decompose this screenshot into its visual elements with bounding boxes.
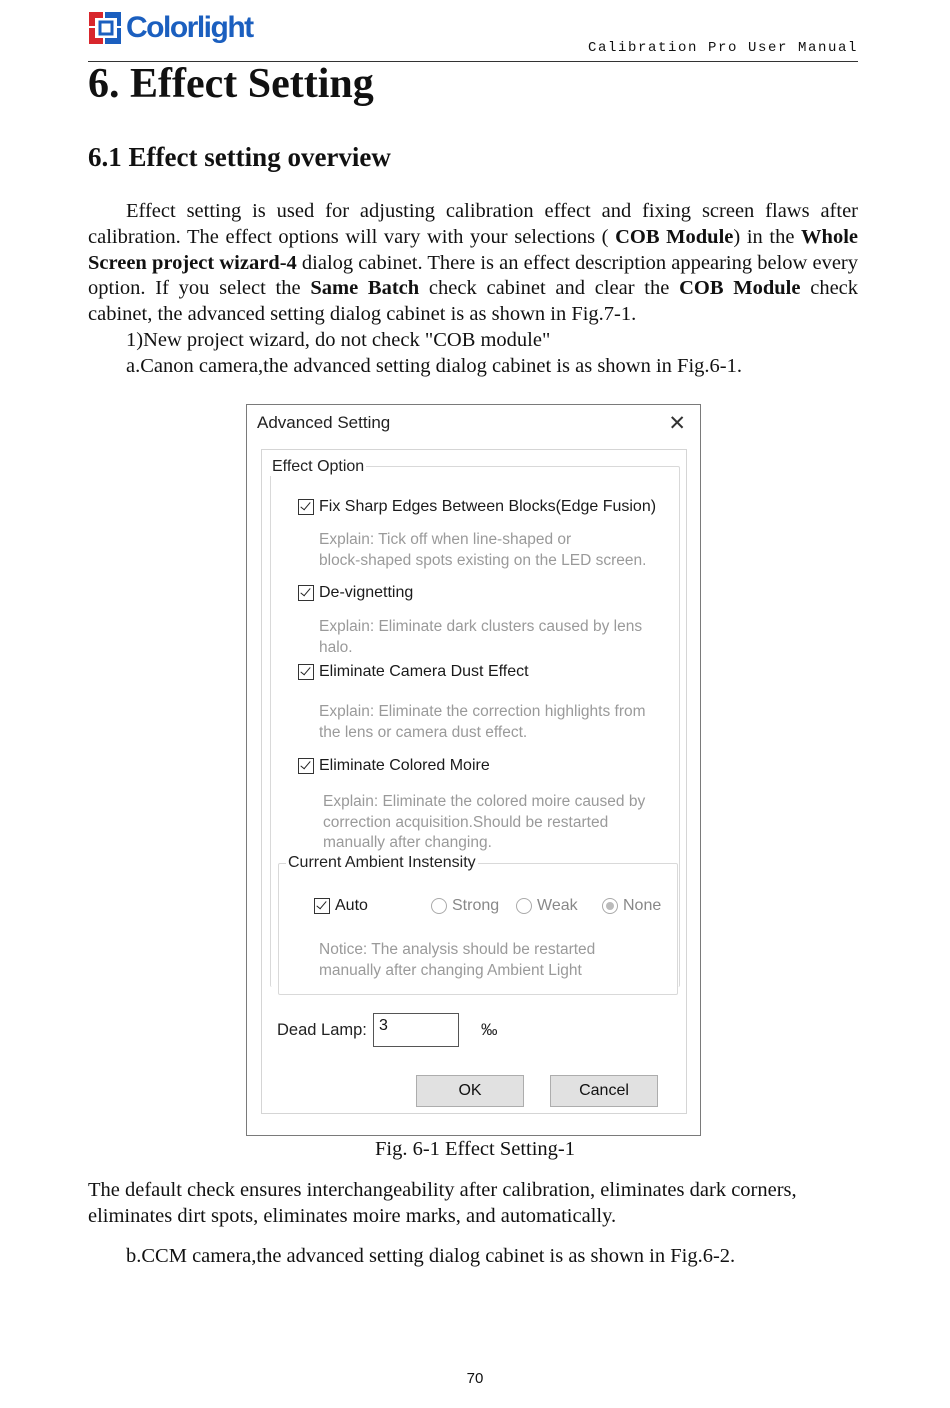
checkbox-checked-icon[interactable]: [298, 758, 314, 774]
checkbox-checked-icon[interactable]: [298, 664, 314, 680]
after-paragraph: The default check ensures interchangeability after calibration, eliminates dark corners, eliminates dirt spots, eliminates moire marks, and automatically.: [88, 1179, 797, 1227]
radio-selected-icon[interactable]: [602, 898, 618, 914]
page-number: 70: [466, 1370, 484, 1387]
checkbox-checked-icon[interactable]: [314, 898, 330, 914]
step-1: 1)New project wizard, do not check "COB module": [126, 328, 551, 351]
explain-colored-moire: Explain: Eliminate the colored moire caused by correction acquisition.Should be restarted manually after changing.: [323, 793, 646, 851]
colorlight-logo: [88, 8, 253, 48]
intro-paragraph: Effect setting is used for adjusting calibration effect and fixing screen flaws after calibration. The effect options will vary with your selections ( COB Module) in the Whole Screen project wizard-4 dialog cabinet. There is an effect description appearing below every option. If you select the Same Batch check cabinet and clear the COB Module check cabinet, the advanced setting dialog cabinet is as shown in Fig.7-1.: [88, 200, 859, 326]
option-colored-moire[interactable]: Eliminate Colored Moire: [298, 757, 490, 775]
ambient-notice: Notice: The analysis should be restarted manually after changing Ambient Light: [319, 941, 596, 979]
option-edge-fusion[interactable]: Fix Sharp Edges Between Blocks(Edge Fusion): [298, 498, 656, 516]
dialog-title: Advanced Setting: [257, 413, 391, 432]
explain-edge-fusion: Explain: Tick off when line-shaped or block-shaped spots existing on the LED screen.: [319, 531, 647, 569]
chapter-title: 6. Effect Setting: [88, 61, 374, 107]
advanced-setting-dialog: [246, 404, 701, 1136]
step-a: a.Canon camera,the advanced setting dialog cabinet is as shown in Fig.6-1.: [126, 354, 742, 377]
dead-lamp-unit: ‰: [481, 1021, 498, 1039]
option-devignetting[interactable]: De-vignetting: [298, 584, 413, 602]
ambient-strong[interactable]: Strong: [431, 897, 499, 915]
ok-button[interactable]: OK: [416, 1075, 524, 1107]
checkbox-checked-icon[interactable]: [298, 499, 314, 515]
option-camera-dust[interactable]: Eliminate Camera Dust Effect: [298, 663, 529, 681]
ambient-none[interactable]: None: [602, 897, 661, 915]
radio-icon[interactable]: [431, 898, 447, 914]
close-icon[interactable]: ✕: [668, 412, 686, 435]
explain-camera-dust: Explain: Eliminate the correction highlights from the lens or camera dust effect.: [319, 703, 646, 741]
cancel-button[interactable]: Cancel: [550, 1075, 658, 1107]
dead-lamp-input[interactable]: 3: [373, 1013, 459, 1047]
logo-text: Colorlight: [126, 11, 253, 44]
effect-option-label: Effect Option: [272, 458, 365, 475]
running-title: Calibration Pro User Manual: [587, 40, 858, 56]
intro-block: [88, 199, 858, 380]
dead-lamp-label: Dead Lamp:: [277, 1021, 367, 1039]
ambient-group-label: Current Ambient Instensity: [288, 854, 476, 871]
explain-devignetting: Explain: Eliminate dark clusters caused by lens halo.: [319, 618, 643, 656]
checkbox-checked-icon[interactable]: [298, 585, 314, 601]
ambient-weak[interactable]: Weak: [516, 897, 578, 915]
section-title: 6.1 Effect setting overview: [88, 142, 391, 172]
step-b: b.CCM camera,the advanced setting dialog cabinet is as shown in Fig.6-2.: [126, 1245, 736, 1267]
figure-caption: Fig. 6-1 Effect Setting-1: [374, 1138, 576, 1160]
ambient-auto[interactable]: Auto: [314, 897, 368, 915]
logo-mark-icon: [88, 10, 124, 46]
radio-icon[interactable]: [516, 898, 532, 914]
dialog-content: [261, 449, 687, 1114]
